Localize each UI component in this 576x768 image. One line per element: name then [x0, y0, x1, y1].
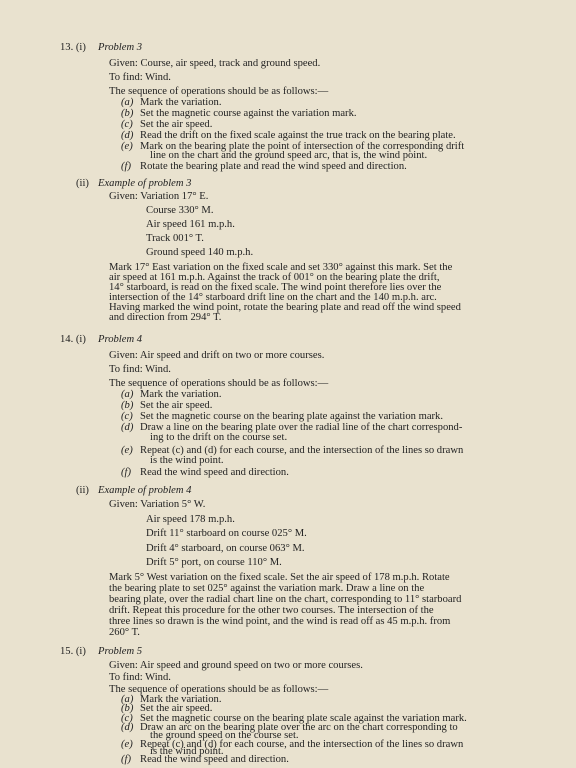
given-value: Ground speed 140 m.p.h. [146, 247, 254, 258]
step-label: (e) [121, 141, 133, 152]
step-label: (d) [121, 722, 134, 734]
step-label: (f) [121, 161, 131, 172]
step-text: Mark the variation. [140, 97, 222, 108]
step-label: (b) [121, 703, 134, 715]
example-number: (ii) [76, 485, 89, 496]
given-value: Track 001° T. [146, 233, 204, 244]
step-label: (a) [121, 389, 134, 400]
step-label: (c) [121, 119, 133, 130]
paragraph-line: drift. Repeat this procedure for the other two courses. The intersection of the [109, 605, 434, 616]
step-text: Set the air speed. [140, 703, 213, 715]
paragraph-line: bearing plate, over the radial chart line on the chart, corresponding to 11° starboard [109, 594, 462, 605]
to-find-line: To find: Wind. [109, 364, 171, 375]
step-text-cont: the ground speed on the course set. [150, 730, 299, 741]
given-value: Air speed 161 m.p.h. [146, 219, 235, 230]
step-label: (e) [121, 738, 133, 750]
paragraph-line: Mark 5° West variation on the fixed scale. Set the air speed of 178 m.p.h. Rotate [109, 572, 450, 583]
step-label: (f) [121, 467, 131, 478]
given-value: Given: Variation 17° E. [109, 191, 209, 202]
paragraph-line: the bearing plate to set 025° against the variation mark. Draw a line on the [109, 583, 425, 594]
step-text: Repeat (c) and (d) for each course, and the intersection of the lines so drawn [140, 738, 464, 750]
sequence-intro: The sequence of operations should be as follows:— [109, 378, 329, 389]
given-line: Given: Air speed and drift on two or more courses. [109, 350, 325, 361]
given-value: Drift 4° starboard, on course 063° M. [146, 543, 305, 554]
step-text: Set the magnetic course on the bearing plate scale against the variation mark. [140, 712, 467, 724]
paragraph-line: air speed at 161 m.p.h. Against the track of 001° on the bearing plate the drift, [109, 272, 440, 283]
step-text: Set the magnetic course against the variation mark. [140, 108, 357, 119]
given-value: Given: Variation 5° W. [109, 499, 206, 510]
step-text-cont: ing to the drift on the course set. [150, 432, 288, 443]
step-text: Set the magnetic course on the bearing plate against the variation mark. [140, 411, 443, 422]
paragraph-line: Having marked the wind point, rotate the bearing plate and read off the wind speed [109, 302, 461, 313]
paragraph-line: Mark 17° East variation on the fixed scale and set 330° against this mark. Set the [109, 262, 453, 273]
given-value: Drift 11° starboard on course 025° M. [146, 528, 307, 539]
step-label: (b) [121, 108, 134, 119]
paragraph-line: 260° T. [109, 627, 140, 638]
problem-heading: Problem 5 [98, 646, 143, 657]
step-text: Repeat (c) and (d) for each course, and the intersection of the lines so drawn [140, 445, 464, 456]
step-text: Read the wind speed and direction. [140, 754, 289, 765]
paragraph-line: and direction from 294° T. [109, 312, 222, 323]
paragraph-line: intersection of the 14° starboard drift line on the chart and the 140 m.p.h. arc. [109, 292, 437, 303]
step-label: (f) [121, 754, 131, 765]
sequence-intro: The sequence of operations should be as follows:— [109, 683, 329, 695]
step-text: Rotate the bearing plate and read the wind speed and direction. [140, 161, 407, 172]
step-label: (c) [121, 712, 133, 724]
step-label: (d) [121, 422, 134, 433]
to-find-line: To find: Wind. [109, 72, 171, 83]
step-label: (d) [121, 130, 134, 141]
example-heading: Example of problem 3 [98, 178, 192, 189]
problem-heading: Problem 3 [98, 42, 143, 53]
section-number: 13. (i) [60, 42, 86, 53]
step-text: Draw an arc on the bearing plate over the arc on the chart corresponding to [140, 722, 458, 734]
given-line: Given: Air speed and ground speed on two or more courses. [109, 659, 363, 671]
problem-heading: Problem 4 [98, 334, 143, 345]
given-value: Drift 5° port, on course 110° M. [146, 557, 282, 568]
section-number: 14. (i) [60, 334, 86, 345]
example-number: (ii) [76, 178, 89, 189]
step-text: Set the air speed. [140, 119, 213, 130]
given-value: Air speed 178 m.p.h. [146, 514, 235, 525]
example-heading: Example of problem 4 [98, 485, 192, 496]
step-text-cont: line on the chart and the ground speed arc, that is, the wind point. [150, 150, 428, 161]
step-text: Set the air speed. [140, 400, 213, 411]
step-text: Mark the variation. [140, 694, 222, 705]
step-text: Mark on the bearing plate the point of intersection of the corresponding drift [140, 141, 465, 152]
step-label: (b) [121, 400, 134, 411]
step-text: Mark the variation. [140, 389, 222, 400]
step-text: Draw a line on the bearing plate over the radial line of the chart correspond- [140, 422, 463, 433]
step-label: (c) [121, 411, 133, 422]
step-label: (a) [121, 97, 134, 108]
given-line: Given: Course, air speed, track and ground speed. [109, 58, 321, 69]
step-text: Read the wind speed and direction. [140, 467, 289, 478]
section-number: 15. (i) [60, 646, 86, 657]
step-label: (a) [121, 694, 134, 705]
given-value: Course 330° M. [146, 205, 214, 216]
step-text: Read the drift on the fixed scale against the true track on the bearing plate. [140, 130, 456, 141]
step-text-cont: is the wind point. [150, 746, 224, 758]
paragraph-line: three lines so drawn is the wind point, and the wind is read off as 45 m.p.h. from [109, 616, 451, 627]
to-find-line: To find: Wind. [109, 671, 171, 683]
step-label: (e) [121, 445, 133, 456]
paragraph-line: 14° starboard, is read on the fixed scale. The wind point therefore lies over the [109, 282, 442, 293]
step-text-cont: is the wind point. [150, 455, 224, 466]
sequence-intro: The sequence of operations should be as follows:— [109, 86, 329, 97]
